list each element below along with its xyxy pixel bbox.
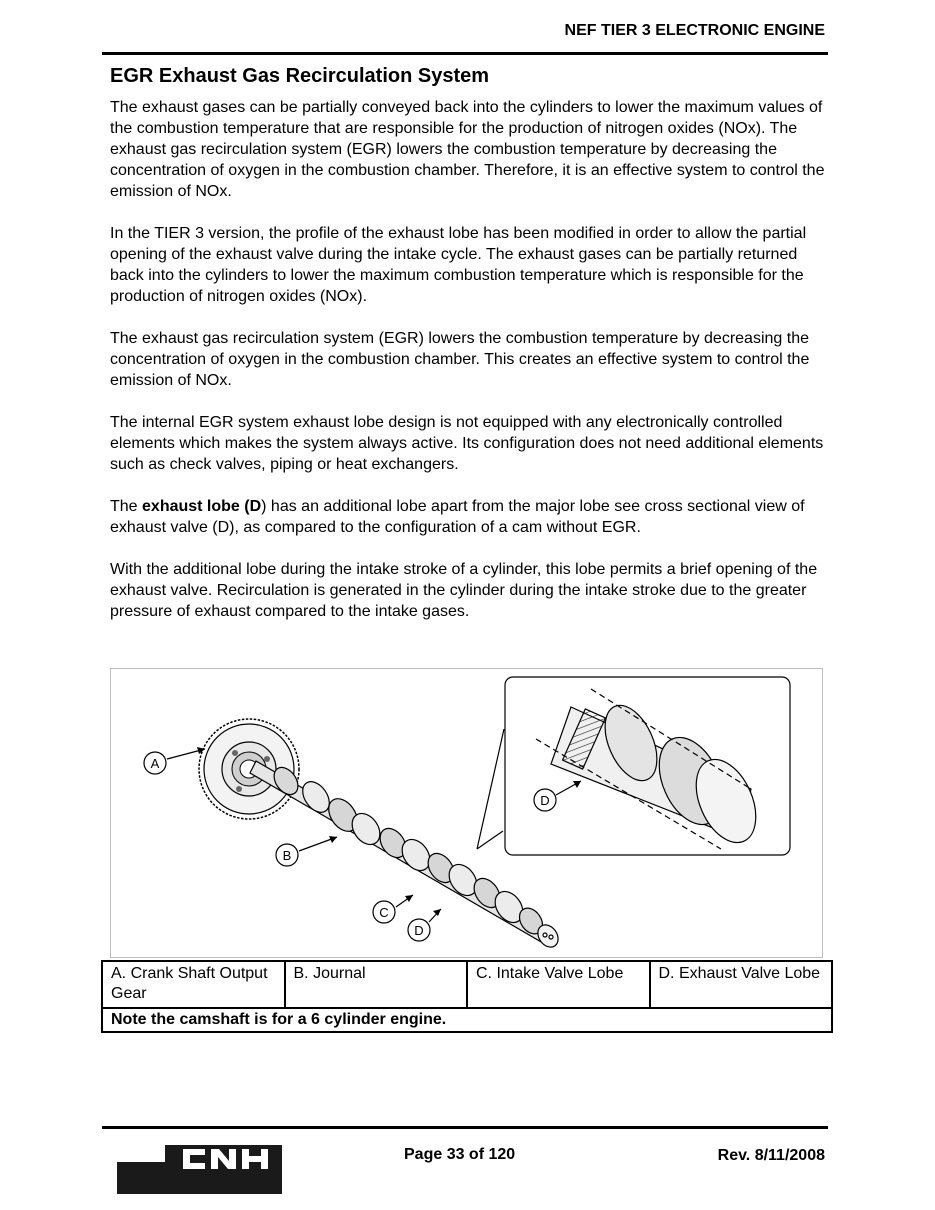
paragraph (110, 496, 830, 538)
callout-a-label: A (150, 756, 160, 771)
page-number: Page 33 of 120 (404, 1146, 516, 1163)
legend-row (102, 961, 832, 1008)
paragraph-prefix: The (110, 498, 143, 515)
callout-b-label: B (282, 848, 292, 863)
callout-a (144, 747, 205, 774)
detail-pointer-lines (477, 729, 504, 849)
callout-c-label: C (379, 905, 389, 920)
legend-cell-a: A. Crank Shaft Output Gear (102, 961, 285, 1008)
callout-b (276, 836, 337, 866)
legend-note: Note the camshaft is for a 6 cylinder engine. (102, 1008, 832, 1032)
callout-d (408, 909, 441, 941)
callout-d-label: D (414, 923, 424, 938)
paragraph: In the TIER 3 version, the profile of the exhaust lobe has been modified in order to allow the partial opening of the exhaust valve during the intake cycle. The exhaust gases can be partially returned back into the cylinders to lower the maximum combustion temperature which is responsible for the production of nitrogen oxides (NOx). (110, 225, 807, 305)
footer-rule (102, 1126, 828, 1129)
section-title: EGR Exhaust Gas Recirculation System (110, 65, 490, 87)
callout-c (373, 895, 413, 923)
header-title: NEF TIER 3 ELECTRONIC ENGINE (564, 22, 825, 39)
header-rule (102, 52, 828, 55)
paragraph: With the additional lobe during the intake stroke of a cylinder, this lobe permits a brief opening of the exhaust valve. Recirculation is generated in the cylinder during the intake stroke due to the greater pressure of exhaust compared to the intake gases. (110, 561, 818, 620)
paragraph: The exhaust gases can be partially conveyed back into the cylinders to lower the maximum values of the combustion temperature that are responsible for the production of nitrogen oxides (NOx). The exhaust gas recirculation system (EGR) lowers the combustion temperature by decreasing the concentration of oxygen in the combustion chamber. Therefore, it is an effective system to control the emission of NOx. (110, 99, 825, 200)
revision-date: Rev. 8/11/2008 (717, 1147, 825, 1164)
legend-note-row (102, 1008, 832, 1032)
callout-d-detail-label: D (540, 793, 550, 808)
detail-inset (505, 677, 790, 855)
legend-cell-b: B. Journal (285, 961, 468, 1008)
paragraph: The internal EGR system exhaust lobe design is not equipped with any electronically controlled elements which makes the system always active. Its configuration does not need additional elements such as check valves, piping or heat exchangers. (110, 414, 824, 473)
exhaust-lobe-term: exhaust lobe (D (142, 498, 262, 515)
cnh-logo (117, 1140, 282, 1194)
camshaft-figure (110, 668, 823, 958)
body-text (110, 97, 830, 643)
legend-table (101, 960, 833, 1033)
paragraph: The exhaust gas recirculation system (EGR) lowers the combustion temperature by decreasing the concentration of oxygen in the combustion chamber. This creates an effective system to control the emission of NOx. (110, 330, 810, 389)
legend-cell-c: C. Intake Valve Lobe (467, 961, 650, 1008)
camshaft-illustration (111, 669, 822, 957)
paragraph-rest: ) has an additional lobe apart from the major lobe see cross sectional view of exhaust valve (D), as compared to the configuration of a cam without EGR. (110, 498, 805, 536)
legend-cell-d: D. Exhaust Valve Lobe (650, 961, 833, 1008)
